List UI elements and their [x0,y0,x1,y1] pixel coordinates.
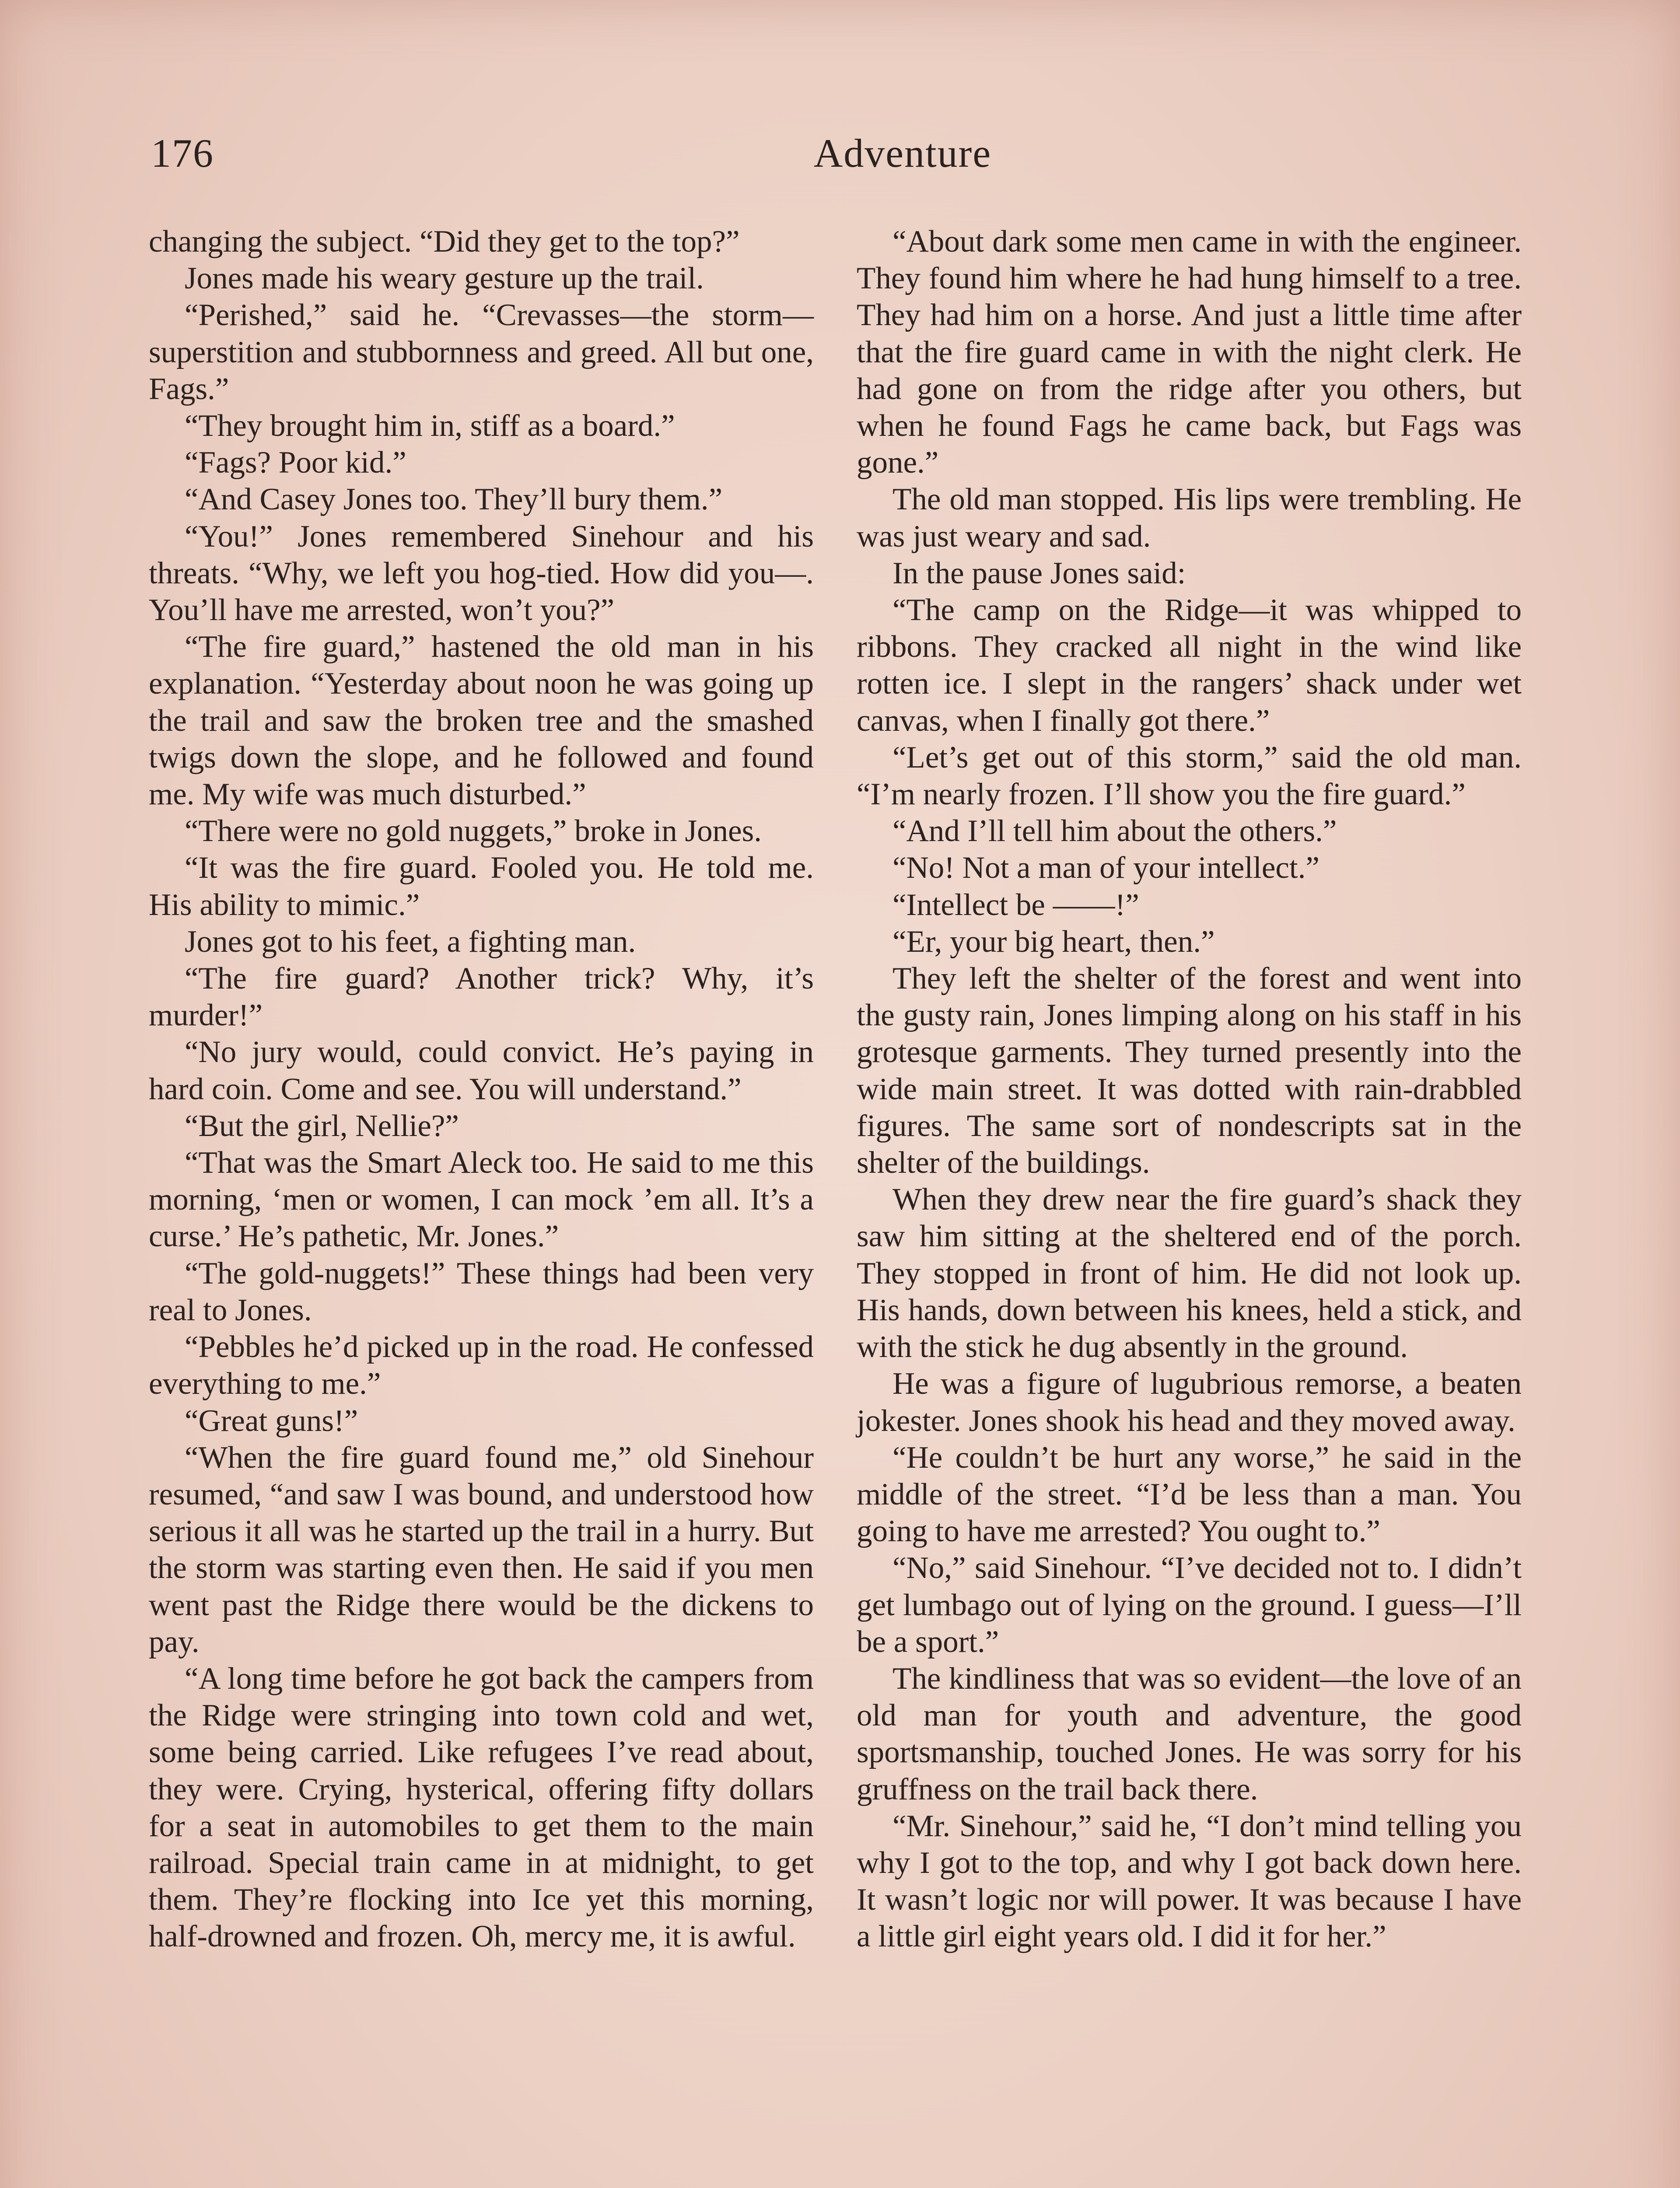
paragraph: “And Casey Jones too. They’ll bury them.” [185,482,723,517]
paragraph: “The camp on the Ridge—it was whipped to ribbons. They cracked all night in the wind like rotten ice. I slept in the rangers’ shack under wet canvas, when I finally got there.” [857,593,1522,738]
paragraph: “It was the fire guard. Fooled you. He told me. His ability to mimic.” [149,851,814,922]
paragraph: “That was the Smart Aleck too. He said to me this morning, ‘men or women, I can mock ’em all. It’s a curse.’ He’s pathetic, Mr. Jones.” [149,1146,814,1254]
left-column [149,223,814,1955]
paragraph: “Intellect be ——!” [892,887,1139,922]
paragraph: “No jury would, could convict. He’s paying in hard coin. Come and see. You will understand.” [149,1035,814,1106]
paragraph: “He couldn’t be hurt any worse,” he said in the middle of the street. “I’d be less than a man. You going to have me arrested? You ought to.” [857,1440,1522,1549]
paragraph: He was a figure of lugubrious remorse, a beaten jokester. Jones shook his head and they moved away. [857,1367,1522,1438]
paragraph: “Let’s get out of this storm,” said the old man. “I’m nearly frozen. I’ll show you the fire guard.” [857,740,1522,812]
paragraph: “Mr. Sinehour,” said he, “I don’t mind telling you why I got to the top, and why I got back down here. It wasn’t logic nor will power. It was because I have a little girl eight years old. I did it for her.” [857,1809,1522,1954]
paragraph: They left the shelter of the forest and went into the gusty rain, Jones limping along on his staff in his grotesque garments. They turned presently into the wide main street. It was dotted with rain-drabbled figures. The same sort of nondescripts sat in the shelter of the buildings. [857,961,1522,1180]
paragraph: “No,” said Sinehour. “I’ve decided not to. I didn’t get lumbago out of lying on the ground. I guess—I’ll be a sport.” [857,1551,1522,1659]
paragraph: “About dark some men came in with the engineer. They found him where he had hung himself to a tree. They had him on a horse. And just a little time after that the fire guard came in with the night clerk. He had gone on from the ridge after you others, but when he found Fags he came back, but Fags was gone.” [857,224,1522,480]
paragraph: “When the fire guard found me,” old Sinehour resumed, “and saw I was bound, and understood how serious it all was he started up the trail in a hurry. But the storm was starting even then. He said if you men went past the Ridge there would be the dickens to pay. [149,1440,814,1659]
page-header [151,125,1529,182]
paragraph: “Great guns!” [185,1403,358,1438]
right-column [857,223,1522,1955]
paragraph: The old man stopped. His lips were trembling. He was just weary and sad. [857,482,1522,554]
paragraph: In the pause Jones said: [892,556,1186,590]
paragraph: “They brought him in, stiff as a board.” [185,409,675,443]
paragraph: The kindliness that was so evident—the love of an old man for youth and adventure, the good sportsmanship, touched Jones. He was sorry for his gruffness on the trail back there. [857,1661,1522,1806]
paragraph: “The fire guard,” hastened the old man in his explanation. “Yesterday about noon he was going up the trail and saw the broken tree and the smashed twigs down the slope, and he followed and found me. My wife was much disturbed.” [149,630,814,812]
paragraph: “Er, your big heart, then.” [892,924,1215,959]
paragraph: Jones got to his feet, a fighting man. [185,924,636,959]
paragraph: changing the subject. “Did they get to the top?” [149,224,740,259]
paragraph: “Pebbles he’d picked up in the road. He confessed everything to me.” [149,1330,814,1401]
paragraph: “The fire guard? Another trick? Why, it’s murder!” [149,961,814,1033]
paragraph: “You!” Jones remembered Sinehour and his threats. “Why, we left you hog-tied. How did you—. You’ll have me arrested, won’t you?” [149,519,814,628]
paragraph: Jones made his weary gesture up the trail. [185,261,704,296]
paragraph: “No! Not a man of your intellect.” [892,851,1320,885]
paragraph: “A long time before he got back the campers from the Ridge were stringing into town cold and wet, some being carried. Like refugees I’ve read about, they were. Crying, hysterical, offering fifty dollars for a seat in automobiles to get them to the main railroad. Special train came in at midnight, to get them. They’re flocking into Ice yet this morning, half-drowned and frozen. Oh, mercy me, it is awful. [149,1661,814,1954]
paragraph: “Fags? Poor kid.” [185,445,406,480]
paragraph: “And I’ll tell him about the others.” [892,814,1337,849]
paragraph: When they drew near the fire guard’s shack they saw him sitting at the sheltered end of the porch. They stopped in front of him. He did not look up. His hands, down between his knees, held a stick, and with the stick he dug absently in the ground. [857,1182,1522,1364]
paragraph: “Perished,” said he. “Crevasses—the storm—superstition and stubbornness and greed. All but one, Fags.” [149,298,814,406]
paragraph: “There were no gold nuggets,” broke in Jones. [185,814,762,849]
running-head: Adventure [813,131,992,175]
paragraph: “But the girl, Nellie?” [185,1108,459,1143]
paragraph: “The gold-nuggets!” These things had been very real to Jones. [149,1256,814,1327]
page-number: 176 [151,131,214,175]
